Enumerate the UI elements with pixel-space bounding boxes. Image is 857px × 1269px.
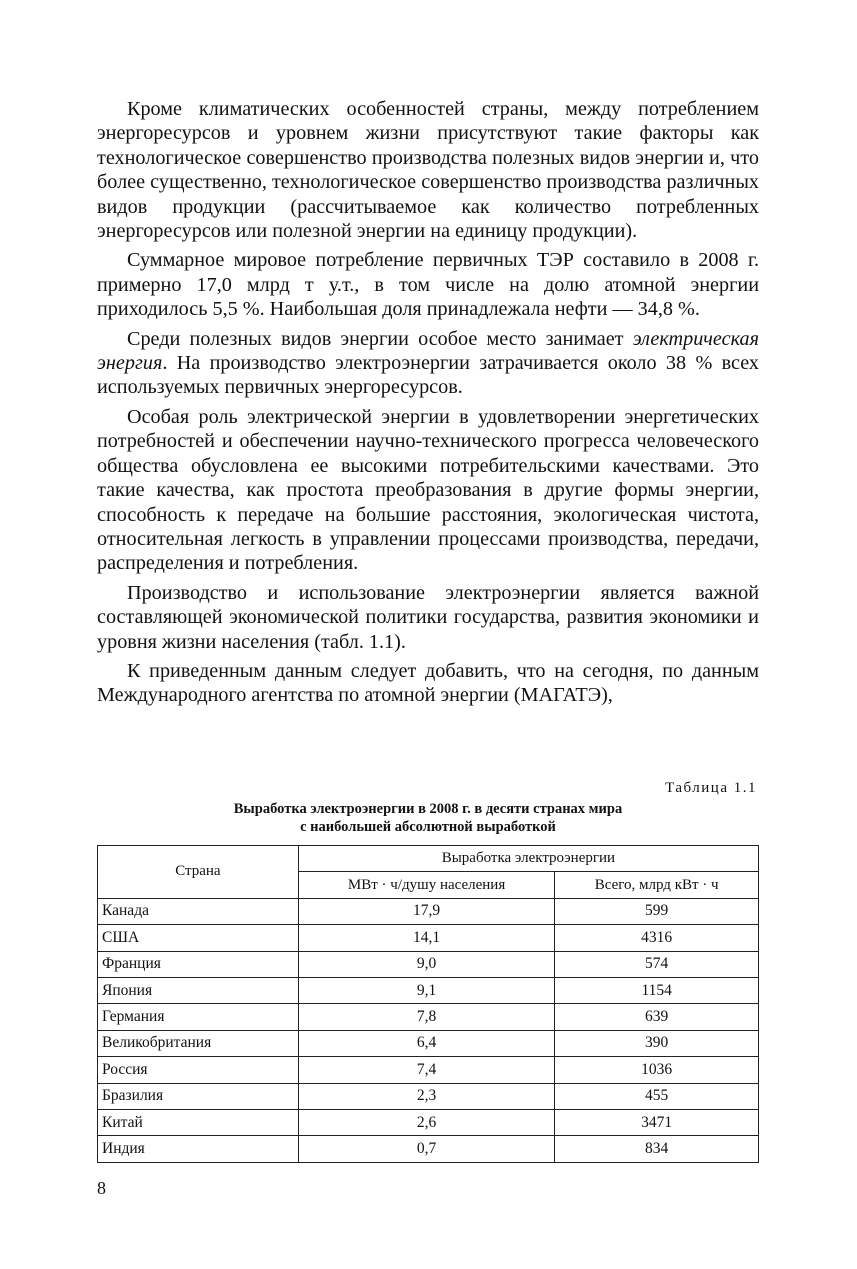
table-row [98,951,759,977]
country-cell: Франция [98,951,299,977]
table-row [98,977,759,1003]
per-capita-cell: 2,3 [298,1083,555,1109]
table-body [98,898,759,1162]
paragraph-6: К приведенным данным следует добавить, что на сегодня, по данным Международного агентства по атомной энергии (МАГАТЭ), [97,659,759,707]
table-row [98,1083,759,1109]
table-row [98,1030,759,1056]
paragraph-3-start: Среди полезных видов энергии особое место занимает [127,327,633,350]
per-capita-cell: 2,6 [298,1109,555,1135]
country-cell: США [98,925,299,951]
header-per-capita: МВт · ч/душу населения [298,872,555,898]
header-total: Всего, млрд кВт · ч [555,872,759,898]
total-cell: 3471 [555,1109,759,1135]
total-cell: 455 [555,1083,759,1109]
per-capita-cell: 6,4 [298,1030,555,1056]
paragraph-1: Кроме климатических особенностей страны, между потреблением энергоресурсов и уровнем жизни присутствуют такие факторы как технологическое совершенство производства полезных видов энергии и, что более существенно, технологическое совершенство производства различных видов продукции (рассчитываемое как количество потребленных энергоресурсов или полезной энергии на единицу продукции). [97,98,759,243]
table-caption [97,800,759,836]
table-row [98,1057,759,1083]
total-cell: 639 [555,1004,759,1030]
per-capita-cell: 14,1 [298,925,555,951]
total-cell: 4316 [555,925,759,951]
per-capita-cell: 0,7 [298,1136,555,1162]
per-capita-cell: 9,0 [298,951,555,977]
total-cell: 390 [555,1030,759,1056]
total-cell: 599 [555,898,759,924]
table-row [98,925,759,951]
total-cell: 1036 [555,1057,759,1083]
table-row [98,1109,759,1135]
per-capita-cell: 7,8 [298,1004,555,1030]
table-row [98,1136,759,1162]
paragraph-3-end: . На производство электроэнергии затрачивается около 38 % всех используемых первичных энергоресурсов. [97,352,759,399]
header-generation: Выработка электроэнергии [298,846,758,872]
per-capita-cell: 7,4 [298,1057,555,1083]
per-capita-cell: 9,1 [298,977,555,1003]
country-cell: Япония [98,977,299,1003]
country-cell: Великобритания [98,1030,299,1056]
page-number: 8 [97,1178,106,1198]
paragraph-2: Суммарное мировое потребление первичных ТЭР составило в 2008 г. примерно 17,0 млрд т у.т., в том числе на долю атомной энергии приходилось 5,5 %. Наибольшая доля принадлежала нефти — 34,8 %. [97,249,759,321]
total-cell: 1154 [555,977,759,1003]
country-cell: Бразилия [98,1083,299,1109]
paragraph-3 [97,327,759,400]
table-row [98,1004,759,1030]
country-cell: Канада [98,898,299,924]
country-cell: Китай [98,1109,299,1135]
country-cell: Индия [98,1136,299,1162]
electricity-table [97,845,759,1163]
table-row [98,898,759,924]
country-cell: Германия [98,1004,299,1030]
total-cell: 574 [555,951,759,977]
per-capita-cell: 17,9 [298,898,555,924]
table-caption-line-2: с наибольшей абсолютной выработкой [300,819,556,835]
table-number-label: Таблица 1.1 [665,780,757,796]
paragraph-4: Особая роль электрической энергии в удовлетворении энергетических потребностей и обеспечении научно-технического прогресса человеческого общества обусловлена ее высокими потребительскими качествами. Это такие качества, как простота преобразования в другие формы энергии, способность к передаче на большие расстояния, экологическая чистота, относительная легкость в управлении процессами производства, передачи, распределения и потребления. [97,405,759,575]
total-cell: 834 [555,1136,759,1162]
table-caption-line-1: Выработка электроэнергии в 2008 г. в десяти странах мира [233,801,623,817]
country-cell: Россия [98,1057,299,1083]
body-text [97,97,759,713]
header-country: Страна [98,846,299,899]
paragraph-3-italic-term: электрическая энергия [97,327,759,375]
paragraph-5: Производство и использование электроэнергии является важной составляющей экономической политики государства, развития экономики и уровня жизни населения (табл. 1.1). [97,581,759,653]
